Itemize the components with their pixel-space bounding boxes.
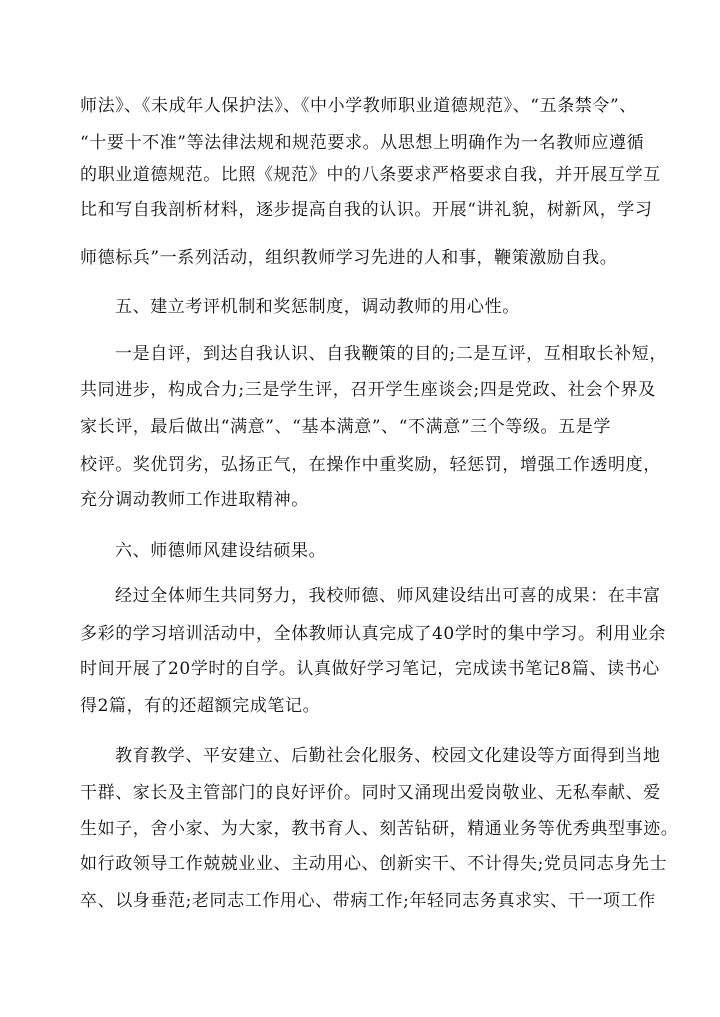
- continuation-line-3: 的职业道德规范。比照《规范》中的八条要求严格要求自我，并开展互学互: [80, 165, 661, 185]
- continuation-line-2: “十要十不准”等法律法规和规范要求。从思想上明确作为一名教师应遵循: [80, 133, 645, 153]
- results-line-3: 时间开展了20学时的自学。认真做好学习笔记，完成读书笔记8篇、读书心: [80, 659, 660, 679]
- results-line-1: 经过全体师生共同努力，我校师德、师风建设结出可喜的成果：在丰富: [115, 586, 661, 606]
- recognition-line-2: 干群、家长及主管部门的良好评价。同时又涌现出爱岗敬业、无私奉献、爱: [80, 783, 661, 803]
- section-heading-5: 五、建立考评机制和奖惩制度，调动教师的用心性。: [115, 297, 520, 317]
- results-line-2: 多彩的学习培训活动中，全体教师认真完成了40学时的集中学习。利用业余: [80, 624, 667, 644]
- evaluation-line-2: 共同进步，构成合力;三是学生评，召开学生座谈会;四是党政、社会个界及: [80, 380, 656, 400]
- results-line-4: 得2篇，有的还超额完成笔记。: [80, 696, 321, 716]
- continuation-line-4: 比和写自我剖析材料，逐步提高自我的认识。开展“讲礼貌，树新风，学习: [80, 200, 653, 220]
- evaluation-line-1: 一是自评，到达自我认识、自我鞭策的目的;二是互评，互相取长补短，: [115, 344, 667, 364]
- evaluation-line-3: 家长评，最后做出“满意”、“基本满意”、“不满意”三个等级。五是学: [80, 417, 611, 437]
- continuation-line-1: 师法》、《未成年人保护法》、《中小学教师职业道德规范》、“五条禁令”、: [80, 96, 637, 116]
- section-heading-6: 六、师德师风建设结硕果。: [115, 541, 327, 561]
- recognition-line-3: 生如子，舍小家、为大家，教书育人、刻苦钻研，精通业务等优秀典型事迹。: [80, 819, 679, 839]
- recognition-line-4: 如行政领导工作兢兢业业、主动用心、创新实干、不计得失;党员同志身先士: [80, 854, 668, 874]
- recognition-line-1: 教育教学、平安建立、后勤社会化服务、校园文化建设等方面得到当地: [115, 746, 661, 766]
- evaluation-line-4: 校评。奖优罚劣，弘扬正气，在操作中重奖励，轻惩罚，增强工作透明度，: [80, 455, 661, 475]
- recognition-line-5: 卒、以身垂范;老同志工作用心、带病工作;年轻同志务真求实、干一项工作: [80, 891, 656, 911]
- evaluation-line-5: 充分调动教师工作进取精神。: [80, 490, 309, 510]
- continuation-line-5: 师德标兵”一系列活动，组织教师学习先进的人和事，鞭策激励自我。: [80, 248, 618, 268]
